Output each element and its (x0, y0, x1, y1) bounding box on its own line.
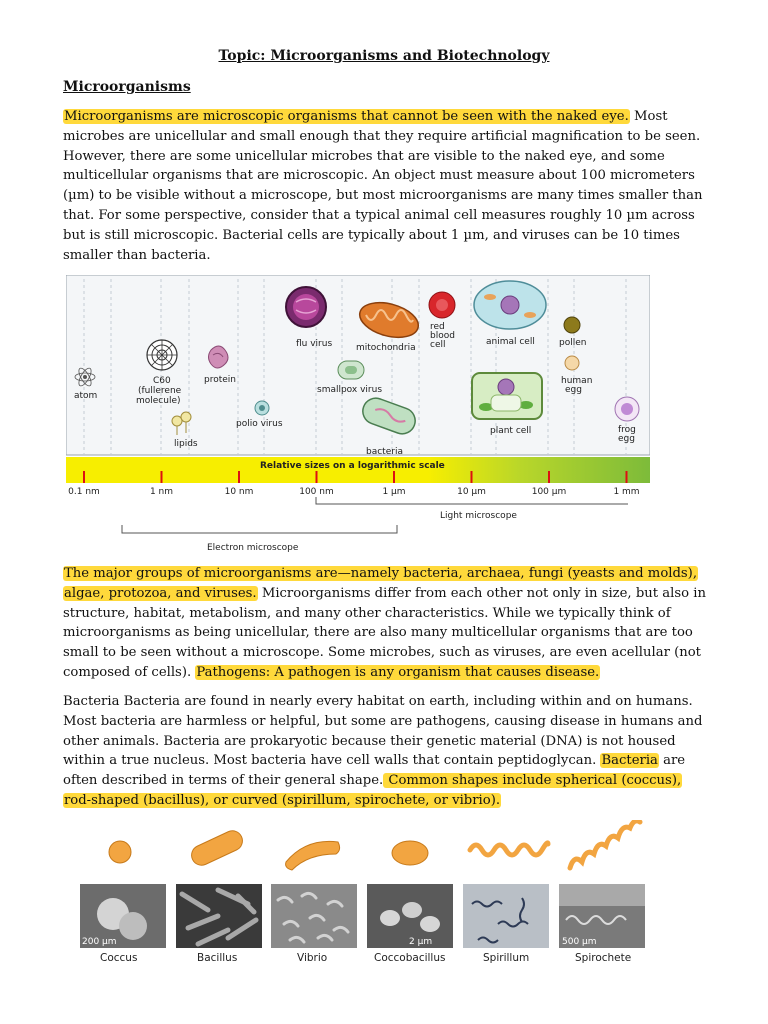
pollen-label: pollen (559, 338, 587, 348)
fullerene-icon (147, 340, 177, 370)
bacillus-micrograph (176, 884, 262, 948)
red-blood-cell-icon (429, 292, 455, 318)
scale-tick-label: 100 nm (299, 487, 334, 497)
shape-name-coccus: Coccus (100, 952, 138, 964)
relative-size-figure (66, 275, 650, 555)
coccus-micrograph (80, 884, 166, 948)
spirochete-micrograph (559, 884, 645, 948)
paragraph-bacteria-text-2: are often described in terms of their general shape. (63, 753, 686, 789)
scale-tick-label: 10 µm (457, 487, 486, 497)
atom-label: atom (74, 391, 98, 401)
smallpox-virus-label: smallpox virus (317, 385, 383, 395)
plant-cell-label: plant cell (490, 426, 532, 436)
flu-virus-icon (286, 287, 326, 327)
polio-virus-label: polio virus (236, 419, 283, 429)
scale-tick-label: 1 mm (613, 487, 640, 497)
animal-cell-label: animal cell (486, 337, 535, 347)
shape-name-coccobacillus: Coccobacillus (374, 952, 446, 964)
human-egg-label-1: human (561, 376, 593, 386)
paragraph-bacteria (63, 692, 707, 811)
frog-egg-label-2: egg (618, 434, 635, 444)
protein-label: protein (204, 375, 236, 385)
spirochete-drawing (570, 821, 640, 868)
bacillus-drawing (188, 828, 245, 869)
shape-name-vibrio: Vibrio (297, 952, 328, 964)
highlight-major-groups: The major groups of microorganisms are—namely bacteria, archaea, fungi (yeasts and molds), algae, protozoa, and viruses. (64, 566, 698, 601)
plant-cell-icon (472, 373, 542, 419)
fullerene-label-1: C60 (153, 376, 171, 386)
polio-virus-icon (255, 401, 269, 415)
lipids-label: lipids (174, 439, 198, 449)
mitochondria-label: mitochondria (356, 343, 416, 353)
paragraph-groups-text: Microorganisms differ from each other not only in size, but also in structure, habitat, metabolism, and many other characteristics. While we typically think of microorganisms as being unicellular, there are also many multicellular organisms that are too small to be seen without a microscope. Some microbes, such as viruses, are even acellular (not composed of cells). (63, 585, 706, 680)
coccus-scale: 200 µm (82, 937, 117, 947)
paragraph-intro (63, 107, 707, 265)
page-title: Topic: Microorganisms and Biotechnology (218, 48, 550, 64)
shape-name-bacillus: Bacillus (197, 952, 238, 964)
electron-microscope-bracket (122, 525, 397, 533)
scale-tick-label: 100 µm (531, 487, 567, 497)
scale-tick-label: 1 µm (382, 487, 406, 497)
paragraph-bacteria-text-1: Bacteria Bacteria are found in nearly every habitat on earth, including within and on humans. Most bacteria are harmless or helpful, but some are pathogens, causing disease in humans and other animals. Bacteria are prokaryotic because their genetic material (DNA) is not housed within a true nucleus. Most bacteria have cell walls that contain peptidoglycan. (63, 694, 703, 769)
animal-cell-icon (474, 281, 546, 329)
spirochete-scale: 500 µm (562, 937, 597, 947)
light-microscope-label: Light microscope (440, 511, 517, 521)
flu-virus-label: flu virus (296, 339, 333, 349)
scale-tick-label: 0.1 nm (68, 487, 100, 497)
highlight-pathogens: Pathogens: A pathogen is any organism that causes disease. (196, 664, 600, 680)
rbc-label-1: red (430, 322, 445, 332)
bacteria-shapes-figure (78, 820, 648, 970)
log-scale-label: Relative sizes on a logarithmic scale (260, 461, 445, 471)
shape-name-spirillum: Spirillum (483, 952, 530, 964)
highlight-bacteria-word: Bacteria (601, 753, 658, 769)
pollen-icon (564, 317, 580, 333)
paragraph-intro-text: Most microbes are unicellular and small enough that they require artificial magnification to be seen. However, there are some unicellular microbes that are visible to the naked eye, and some multicellular organisms that are microscopic. An object must measure about 100 micrometers (µm) to be visible without a microscope, but most microorganisms are many times smaller than that. For some perspective, consider that a typical animal cell measures roughly 10 µm across but is still microscopic. Bacterial cells are typically about 1 µm, and viruses can be 10 times smaller than bacteria. (63, 109, 703, 263)
human-egg-label-2: egg (565, 385, 582, 395)
rbc-label-3: cell (430, 340, 446, 350)
frog-egg-label-1: frog (618, 425, 636, 435)
scale-tick-label: 10 nm (224, 487, 254, 497)
scale-tick-label: 1 nm (149, 487, 174, 497)
human-egg-icon (565, 356, 579, 370)
highlight-common-shapes: Common shapes include spherical (coccus), rod-shaped (bacillus), or curved (spirillum, spirochete, or vibrio). (64, 773, 682, 808)
highlight-definition: Microorganisms are microscopic organisms that cannot be seen with the naked eye. (64, 109, 629, 124)
rbc-label-2: blood (430, 331, 455, 341)
vibrio-micrograph (271, 884, 357, 948)
coccobacillus-scale: 2 µm (409, 937, 433, 947)
light-microscope-bracket (316, 497, 628, 504)
smallpox-virus-icon (338, 361, 364, 379)
coccobacillus-drawing (392, 841, 428, 865)
bacteria-label: bacteria (366, 447, 403, 457)
coccus-drawing (109, 841, 131, 863)
vibrio-drawing (286, 841, 340, 870)
paragraph-groups (63, 564, 707, 683)
electron-microscope-label: Electron microscope (207, 543, 299, 553)
spirillum-micrograph (463, 884, 549, 948)
coccobacillus-micrograph (367, 884, 453, 948)
spirillum-drawing (470, 843, 548, 855)
frog-egg-icon (615, 397, 639, 421)
section-heading: Microorganisms (63, 79, 191, 95)
shape-name-spirochete: Spirochete (575, 952, 632, 964)
fullerene-label-2: (fullerene (138, 386, 182, 396)
fullerene-label-3: molecule) (136, 396, 181, 406)
